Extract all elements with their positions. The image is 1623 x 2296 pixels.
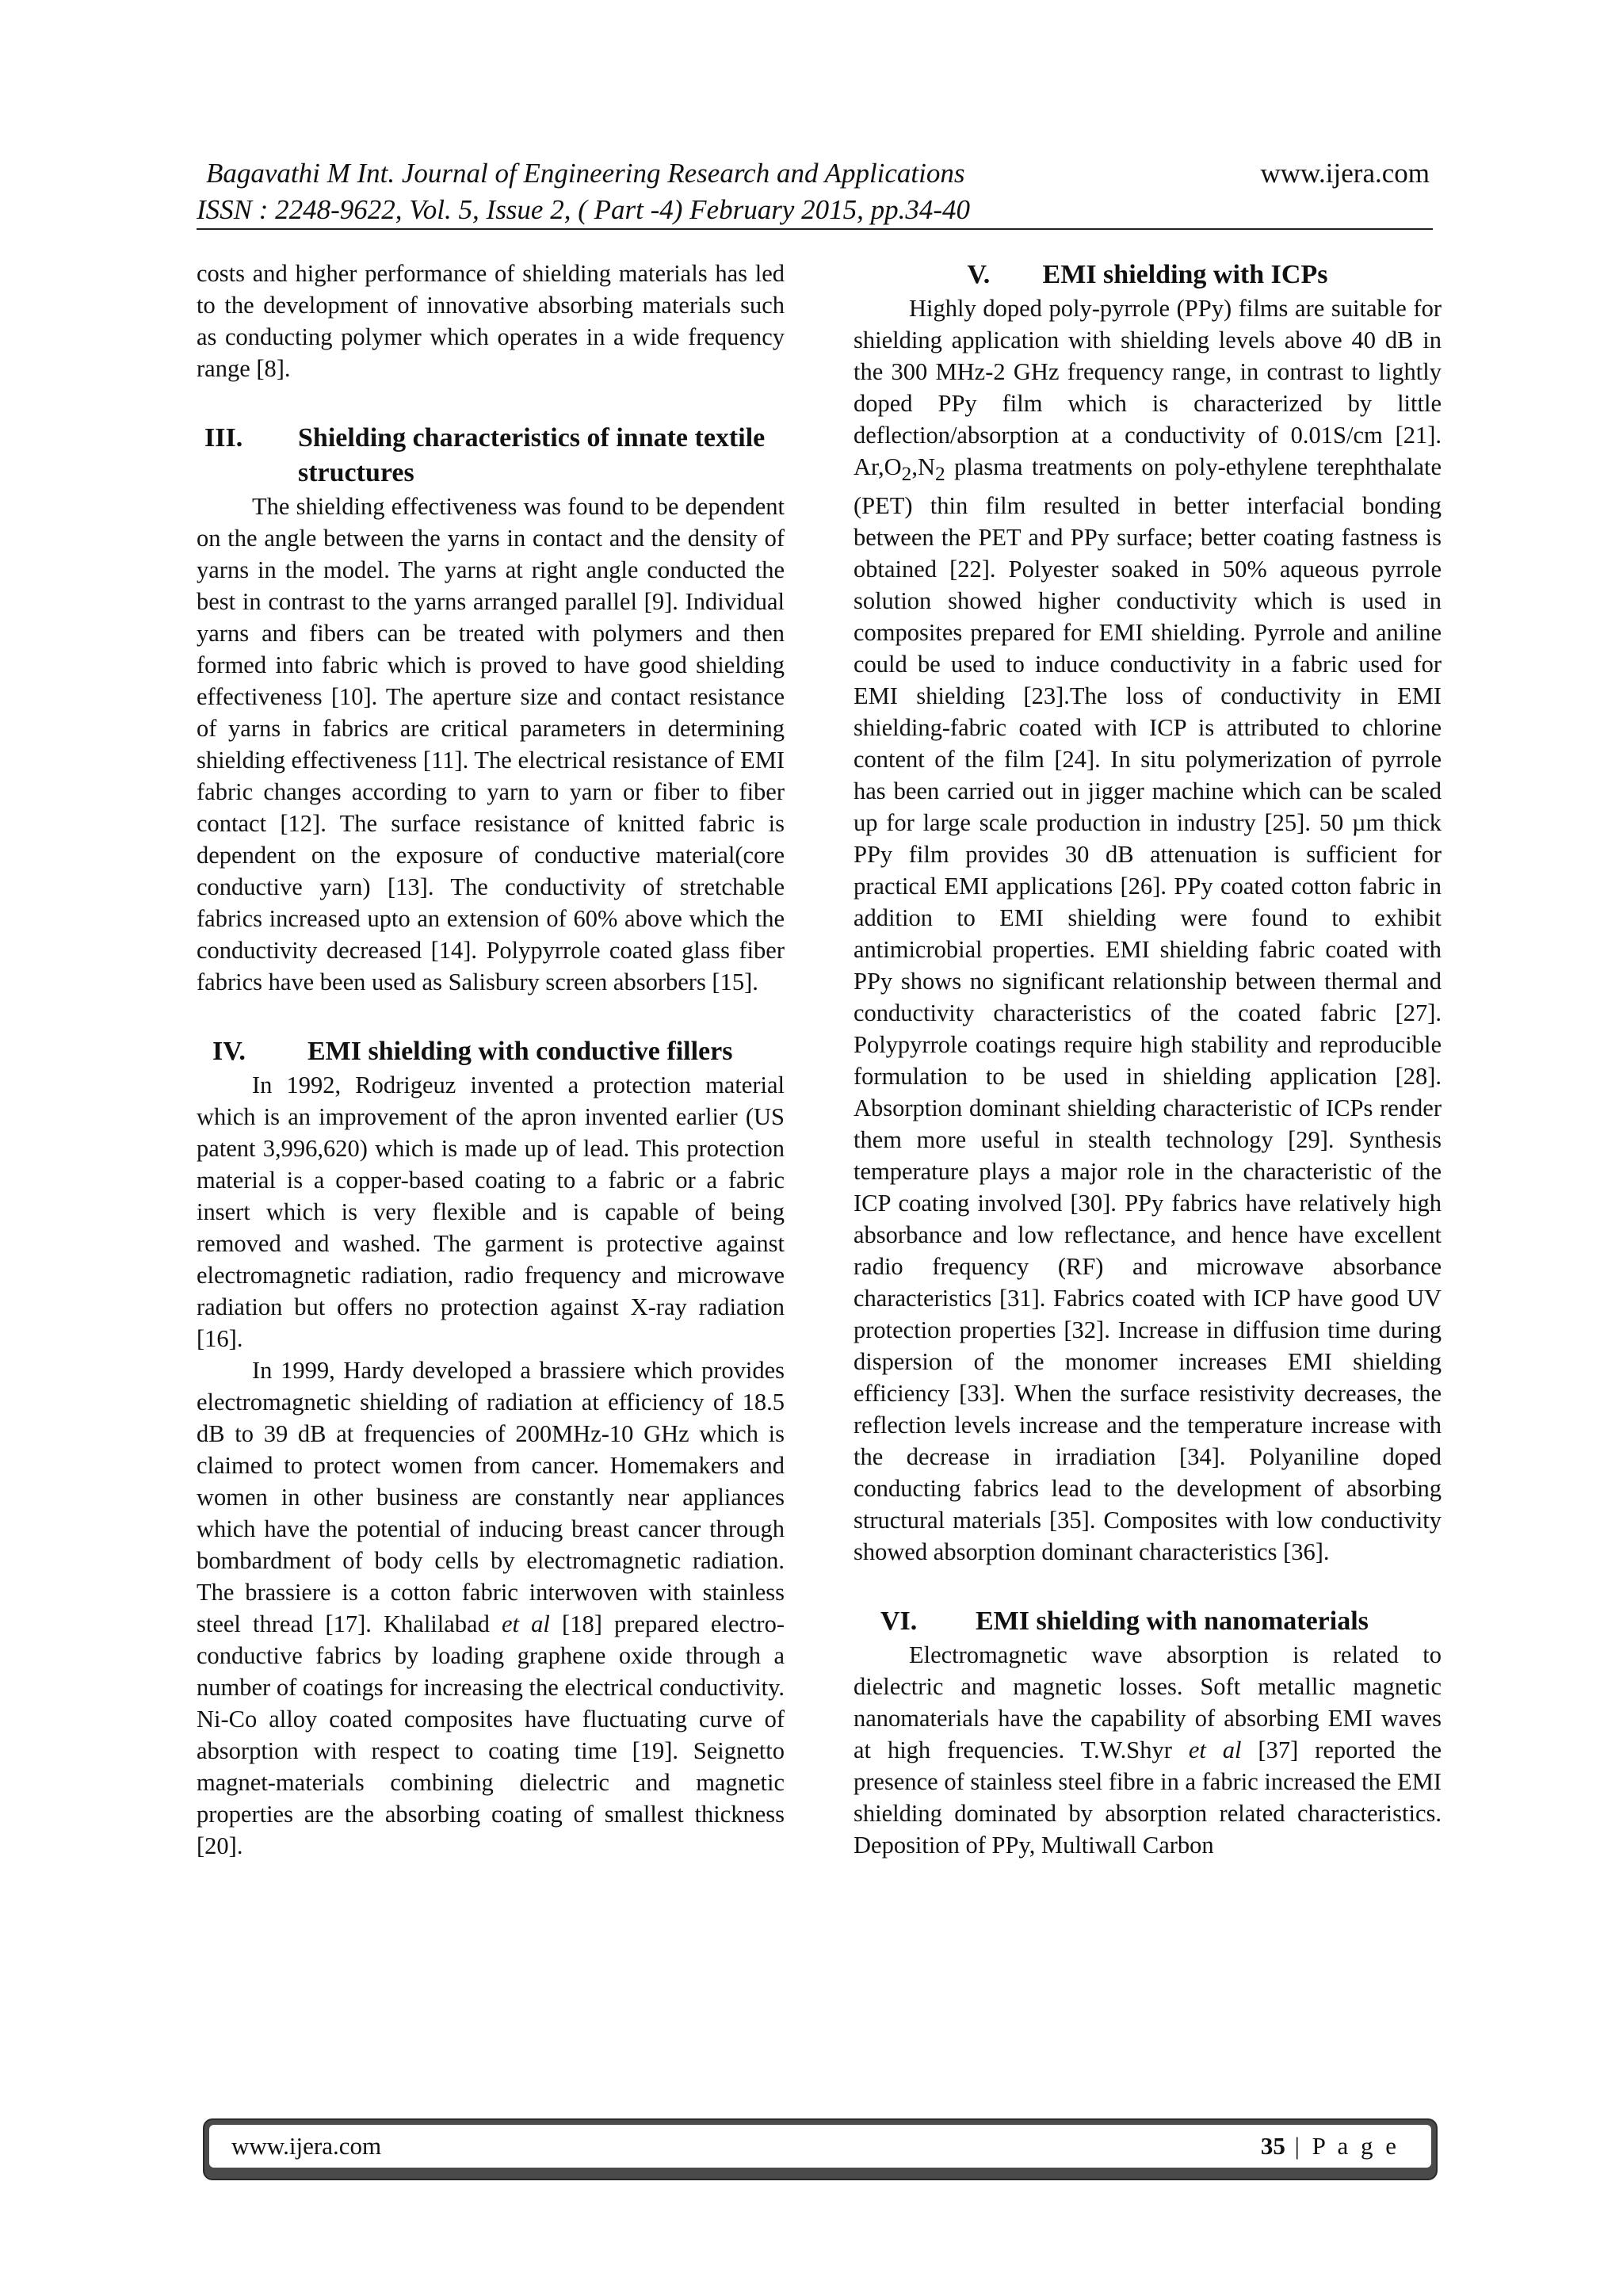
section-title: Shielding characteristics of innate textile structures	[298, 423, 766, 487]
section-4-heading	[197, 1034, 785, 1069]
footer-website: www.ijera.com	[231, 2132, 382, 2160]
section-5-paragraph: Highly doped poly-pyrrole (PPy) films are suitable for shielding application with shielding levels above 40 dB in the 300 MHz-2 GHz frequency range, in contrast to lightly doped PPy film which is characterized by little deflection/absorption at a conductivity of 0.01S/cm [21]. $Ar,O_2,N_2$ plasma treatments on poly-ethylene terephthalate (PET) thin film resulted in better interfacial bonding between the PET and PPy surface; better coating fastness is obtained [22]. Polyester soaked in 50% aqueous pyrrole solution showed higher conductivity which is used in composites prepared for EMI shielding. Pyrrole and aniline could be used to induce conductivity in a fabric used for EMI shielding [23].The loss of conductivity in EMI shielding-fabric coated with ICP is attributed to chlorine content of the film [24]. In situ polymerization of pyrrole has been carried out in jigger machine which can be scaled up for large scale production in industry [25]. 50 µm thick PPy film provides 30 dB attenuation is sufficient for practical EMI applications [26]. PPy coated cotton fabric in addition to EMI shielding were found to exhibit antimicrobial properties. EMI shielding fabric coated with PPy shows no significant relationship between thermal and conductivity characteristics of the coated fabric [27]. Polypyrrole coatings require high stability and reproducible formulation to be used in shielding application [28]. Absorption dominant shielding characteristic of ICPs render them more useful in stealth technology [29]. Synthesis temperature plays a major role in the characteristic of the ICP coating involved [30]. PPy fabrics have relatively high absorbance and low reflectance, and hence have excellent radio frequency (RF) and microwave absorbance characteristics [31]. Fabrics coated with ICP have good UV protection properties [32]. Increase in diffusion time during dispersion of the monomer increases EMI shielding efficiency [33]. When the surface resistivity decreases, the reflection levels increase and the temperature increase with the decrease in irradiation [34]. Polyaniline doped conducting fabrics lead to the development of absorbing structural materials [35]. Composites with low conductivity showed absorption dominant characteristics [36].	[854, 295, 1442, 1566]
section-4-paragraph-1: In 1992, Rodrigeuz invented a protection material which is an improvement of the apron invented earlier (US patent 3,996,620) which is made up of lead. This protection material is a copper-based coating to a fabric or a fabric insert which is very flexible and is capable of being removed and washed. The garment is protective against electromagnetic radiation, radio frequency and microwave radiation but offers no protection against X-ray radiation [16].	[197, 1072, 785, 1352]
section-3-heading	[197, 421, 785, 491]
right-column	[854, 258, 1442, 1861]
section-number: V.	[967, 260, 991, 289]
issn-line: ISSN : 2248-9622, Vol. 5, Issue 2, ( Part -4) February 2015, pp.34-40	[197, 194, 971, 225]
journal-title: Bagavathi M Int. Journal of Engineering Research and Applications	[206, 158, 965, 189]
intro-paragraph: costs and higher performance of shielding materials has led to the development of innovative absorbing materials such as conducting polymer which operates in a wide frequency range [8].	[197, 260, 785, 382]
left-column	[197, 258, 785, 1862]
header-rule	[197, 228, 1433, 230]
journal-website: www.ijera.com	[1260, 158, 1430, 189]
et-al: et al	[501, 1610, 550, 1637]
section-title: EMI shielding with nanomaterials	[976, 1606, 1369, 1637]
section-title: EMI shielding with conductive fillers	[307, 1037, 733, 1066]
section-title: EMI shielding with ICPs	[1042, 260, 1328, 289]
section-4-paragraph-2: In 1999, Hardy developed a brassiere which provides electromagnetic shielding of radiation at efficiency of 18.5 dB to 39 dB at frequencies of 200MHz-10 GHz which is claimed to protect women from cancer. Homemakers and women in other business are constantly near appliances which have the potential of inducing breast cancer through bombardment of body cells by electromagnetic radiation. The brassiere is a cotton fabric interwoven with stainless steel thread [17]. Khalilabad et al [18] prepared electro-conductive fabrics by loading graphene oxide through a number of coatings for increasing the electrical conductivity. Ni-Co alloy coated composites have fluctuating curve of absorption with respect to coating time [19]. Seignetto magnet-materials combining dielectric and magnetic properties are the absorbing coating of smallest thickness [20].	[197, 1357, 785, 1859]
section-3-paragraph: The shielding effectiveness was found to be dependent on the angle between the yarns in contact and the density of yarns in the model. The yarns at right angle conducted the best in contrast to the yarns arranged parallel [9]. Individual yarns and fibers can be treated with polymers and then formed into fabric which is proved to have good shielding effectiveness [10]. The aperture size and contact resistance of yarns in fabrics are critical parameters in determining shielding effectiveness [11]. The electrical resistance of EMI fabric changes according to yarn to yarn or fiber to fiber contact [12]. The surface resistance of knitted fabric is dependent on the exposure of conductive material(core conductive yarn) [13]. The conductivity of stretchable fabrics increased upto an extension of 60% above which the conductivity decreased [14]. Polypyrrole coated glass fiber fabrics have been used as Salisbury screen absorbers [15].	[197, 493, 785, 995]
section-5-heading	[854, 258, 1442, 292]
et-al: et al	[1188, 1736, 1242, 1764]
section-number: III.	[204, 423, 243, 453]
page-number: 35 | P a g e	[1260, 2132, 1400, 2160]
section-6-heading	[854, 1604, 1442, 1639]
section-number: VI.	[880, 1606, 918, 1637]
page-footer	[204, 2120, 1436, 2179]
section-6-paragraph: Electromagnetic wave absorption is related to dielectric and magnetic losses. Soft metallic magnetic nanomaterials have the capability of absorbing EMI waves at high frequencies. T.W.Shyr et al [37] reported the presence of stainless steel fibre in a fabric increased the EMI shielding dominated by absorption related characteristics. Deposition of PPy, Multiwall Carbon	[854, 1641, 1442, 1859]
section-number: IV.	[212, 1037, 246, 1066]
